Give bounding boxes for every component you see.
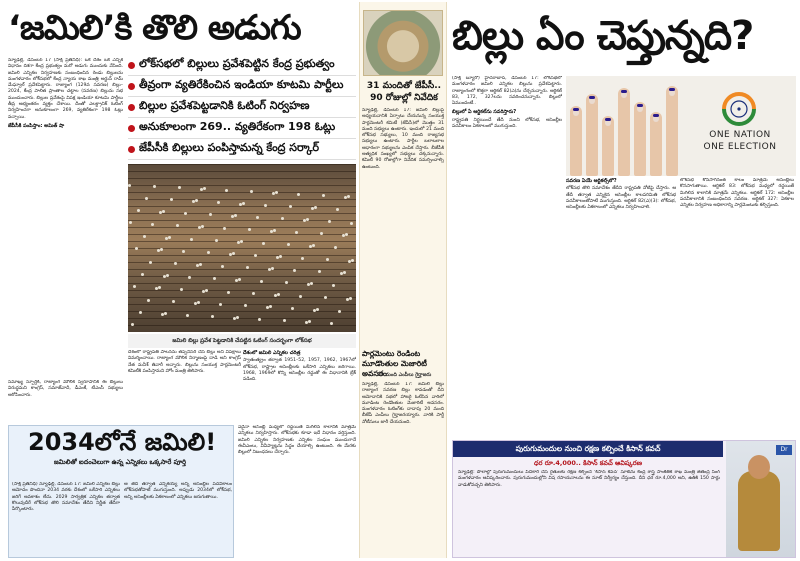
member-figure (195, 199, 198, 202)
box-headline: 2034లోనే జమిలి! (28, 428, 217, 456)
article-column (566, 178, 676, 436)
member-figure (197, 301, 200, 304)
member-figure (316, 308, 319, 311)
member-figure (351, 259, 354, 262)
logo-text-line1: ONE NATION (709, 130, 771, 140)
member-figure (271, 267, 274, 270)
bullet-item (128, 139, 356, 160)
bullet-item (128, 118, 356, 139)
member-figure (328, 220, 331, 223)
article-paragraph: రాష్ట్రపతి నిర్ణయించే తేదీ నుంచి లోక్‌సభ, అసెంబ్లీల పదవీకాలం ఏకకాలంలో ముగుస్తుంది. (452, 117, 562, 130)
member-figure (168, 236, 171, 239)
member-figure (223, 227, 226, 230)
member-figure (190, 238, 193, 241)
seat-row (128, 318, 356, 324)
article-column (458, 470, 720, 556)
raised-finger-icon (650, 112, 662, 176)
member-figure (213, 277, 216, 280)
article-column (128, 350, 241, 422)
member-figure (293, 269, 296, 272)
flag-chakra-icon (720, 90, 758, 128)
member-figure (347, 195, 350, 198)
member-figure (242, 202, 245, 205)
member-figure (308, 320, 311, 323)
member-figure (199, 263, 202, 266)
member-figure (283, 319, 286, 322)
member-figure (345, 233, 348, 236)
member-figure (291, 307, 294, 310)
member-figure (262, 242, 265, 245)
article-column (452, 76, 562, 344)
ink-mark (589, 96, 595, 99)
one-nation-one-election-image (566, 76, 796, 176)
article-column (243, 350, 356, 422)
member-figure (326, 258, 329, 261)
member-figure (180, 288, 183, 291)
member-figure (211, 315, 214, 318)
member-figure (256, 216, 259, 219)
member-figure (336, 208, 339, 211)
member-figure (205, 289, 208, 292)
member-figure (250, 190, 253, 193)
member-figure (145, 197, 148, 200)
article-paragraph: న్యూఢిల్లీ, డిసెంబర్ 17: జమిలి బిల్లు రాజ్యాంగ సవరణ బిల్లు కావడంతో దీని ఆమోదానికి సభలో హాజరై ఓటేసిన వారిలో మూడింట రెండొంతుల మెజారిటీ అవసరం. మంగళవారం ఓటింగ్‌కు దాదాపు 20 మంది బీజేపీ ఎంపీలు గైర్హాజరయ్యారు. వారికి పార్టీ నోటీసులు జారీ చేయనుంది. (362, 382, 444, 425)
member-figure (141, 273, 144, 276)
member-figure (182, 250, 185, 253)
article-paragraph: ఆ తేదీ తర్వాత ఎన్నికయ్యే అన్ని అసెంబ్లీల పదవీకాలం లోక్‌సభతోపాటే ముగుస్తుంది. అప్పుడు 2034లో లోక్‌సభ, అన్ని అసెంబ్లీలకు ఏకకాలంలో ఎన్నికలు జరుగుతాయి. (124, 482, 232, 500)
member-figure (209, 213, 212, 216)
middle-headline: 31 మందితో జేపీసీ.. 90 రోజుల్లో నివేదిక (366, 81, 442, 103)
member-figure (295, 231, 298, 234)
member-figure (318, 270, 321, 273)
member-figure (203, 187, 206, 190)
seat-row (128, 269, 356, 275)
member-figure (269, 305, 272, 308)
member-figure (254, 254, 257, 257)
member-figure (285, 281, 288, 284)
bullet-dot-icon (128, 104, 135, 111)
middle-subheading: 20 మంది ఎంపీలు గైర్హాజరు (376, 372, 432, 378)
member-figure (236, 316, 239, 319)
member-figure (244, 304, 247, 307)
member-figure (147, 299, 150, 302)
member-figure (252, 292, 255, 295)
ink-mark (637, 104, 643, 107)
member-figure (287, 243, 290, 246)
seat-row (128, 325, 356, 331)
article-subheading: బిల్లులో ఏ ఆర్టికల్‌ను సవరిస్తారు? (452, 109, 517, 116)
member-figure (225, 189, 228, 192)
member-figure (176, 224, 179, 227)
bullet-text: అనుకూలంగా 269.. వ్యతిరేకంగా 198 ఓట్లు (139, 120, 336, 133)
raised-finger-icon (570, 106, 582, 176)
member-figure (129, 221, 132, 224)
member-figure (260, 280, 263, 283)
article-paragraph: (సాక్షి బ్యూరో) హైదరాబాద్, డిసెంబర్ 17: లోక్‌సభలో మంగళవారం జమిలి ఎన్నికల బిల్లును ప్రవేశపెట్టారు. రాజ్యాంగంలో కొత్తగా ఆర్టికల్ 82(ఎ)ను చేర్చనున్నారు. ఆర్టికల్ 83, 172, 327లను సవరించనున్నారు. బిల్లులో ఏముందంటే.. (452, 76, 562, 107)
article-subheading: సవరణ ఏయే ఆర్టికల్స్‌లో? (566, 178, 617, 184)
member-figure (139, 311, 142, 314)
article-column (8, 380, 123, 422)
member-figure (310, 282, 313, 285)
member-figure (240, 240, 243, 243)
headline-right: బిల్లు ఏం చెప్తున్నది? (452, 13, 754, 59)
member-figure (162, 210, 165, 213)
head-shape (748, 455, 770, 479)
member-figure (153, 185, 156, 188)
member-figure (219, 303, 222, 306)
article-column (362, 108, 444, 348)
seat-row (128, 220, 356, 226)
member-figure (201, 225, 204, 228)
seat-row (128, 178, 356, 184)
member-figure (334, 246, 337, 249)
headline-bullets (128, 55, 356, 160)
bullet-text: తీవ్రంగా వ్యతిరేకించిన ఇండియా కూటమి పార్టీలు (139, 78, 344, 91)
bullet-dot-icon (128, 146, 135, 153)
bullet-text: బిల్లుల ప్రవేశపెట్టడానికి ఓటింగ్ నిర్వహణ (139, 99, 310, 112)
member-figure (275, 191, 278, 194)
raised-finger-icon (618, 88, 630, 176)
article-paragraph: సమాఖ్య స్ఫూర్తికి, రాజ్యాంగ మౌలిక స్వరూపానికి ఈ బిల్లులు విరుద్ధమని కాంగ్రెస్, సమాజ్‌వాదీ, డీఎంకే, టీఎంసీ సభ్యులు ఆరోపించారు. (8, 380, 123, 398)
suit-shape (738, 471, 780, 551)
bullet-dot-icon (128, 62, 135, 69)
article-paragraph: లోక్‌సభ కొనసాగినంత కాలం మాత్రమే అసెంబ్లీలు కొనసాగుతాయి. ఆర్టికల్ 83: లోక్‌సభ మధ్యలో రద్దయితే మిగిలిన కాలానికి మాత్రమే ఎన్నికలు. ఆర్టికల్ 172: అసెంబ్లీల పదవీకాలానికి సంబంధించిన సవరణ. ఆర్టికల్ 327: ఏకకాల ఎన్నికల నిర్వహణ అధికారాన్ని పార్లమెంటుకు కల్పిస్తుంది. (680, 178, 794, 209)
member-figure (160, 248, 163, 251)
member-figure (322, 194, 325, 197)
seat-row (128, 283, 356, 289)
member-figure (238, 278, 241, 281)
ink-mark (621, 90, 627, 93)
member-figure (349, 297, 352, 300)
member-figure (246, 266, 249, 269)
logo-text-line2: ONE ELECTION (703, 142, 777, 152)
seat-row (128, 290, 356, 296)
member-figure (178, 186, 181, 189)
ink-mark (573, 108, 579, 111)
member-figure (338, 310, 341, 313)
article-column (8, 58, 123, 378)
member-figure (279, 255, 282, 258)
member-figure (133, 285, 136, 288)
member-figure (131, 323, 134, 326)
member-figure (135, 247, 138, 250)
box-subheading: జమిలితో ఐదంచెలుగా ఉన్న ఎన్నికలు ఒక్కసారే పూర్తి (54, 458, 186, 466)
member-figure (330, 322, 333, 325)
member-figure (320, 232, 323, 235)
member-figure (264, 204, 267, 207)
member-figure (143, 235, 146, 238)
bullet-dot-icon (128, 83, 135, 90)
photo-tag: Dr (776, 445, 792, 455)
article-column (362, 382, 444, 554)
article-column (680, 178, 794, 436)
seat-row (128, 185, 356, 191)
member-figure (151, 223, 154, 226)
member-figure (166, 274, 169, 277)
bullet-item (128, 97, 356, 118)
article-subheading: దేశంలో జమిలి ఎన్నికల చరిత్ర (243, 350, 301, 356)
seat-row (128, 164, 356, 170)
article-column (12, 482, 120, 556)
member-figure (232, 252, 235, 255)
member-figure (277, 293, 280, 296)
member-figure (281, 217, 284, 220)
raised-finger-icon (634, 102, 646, 176)
member-figure (158, 286, 161, 289)
parliament-building-photo (363, 10, 443, 76)
member-figure (301, 257, 304, 260)
bullet-dot-icon (128, 125, 135, 132)
protective-suit-photo (726, 441, 795, 557)
member-figure (273, 229, 276, 232)
article-paragraph: దేశంలో రాష్ట్రపతి పాలనను తప్పనిసరి చేసే బిల్లు అని విపక్షాలు విమర్శించాయి. రాజ్యాంగ మౌలిక నిర్మాణంపై దాడి అని కాంగ్రెస్ నేత మనీశ్ తివారీ అన్నారు. బిల్లును సంయుక్త పార్లమెంటరీ కమిటీకి పంపిస్తామని హోం మంత్రి తెలిపారు. (128, 350, 241, 374)
article-subheading: జేపీసీకి పంపిస్తాం: అమిత్ షా (8, 122, 65, 129)
member-figure (170, 198, 173, 201)
article-paragraph: ఏదైనా అసెంబ్లీ మధ్యలో రద్దయితే మిగిలిన కాలానికి మాత్రమే ఎన్నికలు నిర్వహిస్తారు. లోక్‌సభకు కూడా ఇదే విధానం వర్తిస్తుంది. జమిలి ఎన్నికల నిర్వహణకు ఎన్నికల సంఘం ముందుగానే ఈవీఎంలు, వీవీప్యాట్లను సిద్ధం చేయాల్సి ఉంటుంది. ఈ మేరకు బిల్లులో నిబంధనలు చేర్చారు. (238, 425, 356, 456)
member-figure (215, 239, 218, 242)
member-figure (350, 222, 353, 225)
raised-finger-icon (666, 86, 678, 176)
bullet-item (128, 76, 356, 97)
article-paragraph: (సాక్షి ప్రతినిధి) న్యూఢిల్లీ, డిసెంబర్ 17: జమిలి ఎన్నికల బిల్లు ఆమోదం పొందినా 2034 వరకు దేశంలో ఒకేసారి ఎన్నికలు జరిగే అవకాశం లేదు. 2029 సార్వత్రిక ఎన్నికల తర్వాత కొలువుదీరే లోక్‌సభ తొలి సమావేశం తేదీని నిర్ణీత తేదీగా పేర్కొంటారు. (12, 482, 120, 513)
box-title-bar: పురుగుమందుల నుంచి రక్షణ కల్పించే కిసాన్ కవచ్ (453, 441, 723, 457)
seat-row (128, 297, 356, 303)
member-figure (299, 295, 302, 298)
member-figure (343, 271, 346, 274)
ink-mark (669, 88, 675, 91)
bullet-text: లోక్‌సభలో బిల్లులు ప్రవేశపెట్టిన కేంద్ర ప్రభుత్వం (139, 57, 335, 70)
member-figure (221, 265, 224, 268)
photo-caption: జమిలి బిల్లు ప్రవేశ పెట్టడానికి చేపట్టిన ఓటింగ్ సందర్భంగా లోక్‌సభ (128, 334, 356, 348)
member-figure (149, 261, 152, 264)
member-figure (332, 284, 335, 287)
article-paragraph: న్యూఢిల్లీ, డిసెంబర్ 17: జమిలి బిల్లుపై అధ్యయనానికి ఏర్పాటు చేయనున్న సంయుక్త పార్లమెంటరీ కమిటీ (జేపీసీ)లో మొత్తం 31 మంది సభ్యులు ఉంటారు. ఇందులో 21 మంది లోక్‌సభ సభ్యులు, 10 మంది రాజ్యసభ సభ్యులు ఉంటారు. పార్టీల బలాబలాల ఆధారంగా సభ్యులను ఎంపిక చేస్తారు. బీజేపీకి అత్యధిక సంఖ్యలో సభ్యులు దక్కనున్నారు. కమిటీ 90 రోజుల్లోగా నివేదిక సమర్పించాల్సి ఉంటుంది. (362, 108, 444, 170)
headline-left: ‘జమిలి’కి తొలి అడుగు (8, 8, 301, 48)
bullet-item (128, 55, 356, 76)
ink-mark (605, 118, 611, 121)
member-figure (227, 291, 230, 294)
raised-finger-icon (602, 116, 614, 176)
article-column (238, 425, 356, 558)
member-figure (184, 212, 187, 215)
article-paragraph: న్యూఢిల్లీ, డిసెంబర్ 17 (సాక్షి ప్రతినిధి): ఒకే దేశం ఒకే ఎన్నిక విధానం దిశగా కేంద్ర ప్రభుత్వం మరో అడుగు ముందుకు వేసింది. జమిలి ఎన్నికల నిర్వహణకు సంబంధించిన రెండు బిల్లులను మంగళవారం లోక్‌సభలో కేంద్ర న్యాయ శాఖ మంత్రి అర్జున్ రామ్ మేఘ్వాల్ ప్రవేశపెట్టారు. రాజ్యాంగ (129వ సవరణ) బిల్లు–2024, కేంద్ర పాలిత ప్రాంతాల చట్టాల (సవరణ) బిల్లును సభ ముందుంచారు. బిల్లుల ప్రవేశంపై విపక్ష ఇండియా కూటమి పార్టీలు తీవ్ర అభ్యంతరం వ్యక్తం చేశాయి. దీంతో ఎలక్ట్రానిక్ ఓటింగ్ నిర్వహించగా అనుకూలంగా 269, వ్యతిరేకంగా 198 ఓట్లు వచ్చాయి. (8, 58, 123, 120)
member-figure (207, 251, 210, 254)
middle-headline-2: పార్లమెంటు రెండింట మూడొంతుల మెజారిటీ అవసరం (362, 349, 427, 378)
member-figure (324, 296, 327, 299)
member-figure (137, 209, 140, 212)
member-figure (234, 214, 237, 217)
member-figure (258, 318, 261, 321)
member-figure (174, 262, 177, 265)
seat-row (128, 213, 356, 219)
member-figure (248, 228, 251, 231)
member-figure (217, 201, 220, 204)
article-paragraph: లోక్‌సభ తొలి సమావేశం తేదీని రాష్ట్రపతి నోటిఫై చేస్తారు. ఆ తేదీ తర్వాత ఎన్నికైన అసెంబ్లీల కాలపరిమితి లోక్‌సభ పదవీకాలంతోపాటే ముగుస్తుంది. ఆర్టికల్ 82(ఎ)(3): లోక్‌సభ, అసెంబ్లీలకు ఏకకాలంలో ఎన్నికలు నిర్వహించాలి. (566, 186, 676, 211)
member-figure (314, 206, 317, 209)
ink-mark (653, 114, 659, 117)
member-figure (172, 300, 175, 303)
member-figure (312, 244, 315, 247)
parliament-photo (128, 164, 356, 332)
seat-row (128, 262, 356, 268)
article-paragraph: స్వాతంత్య్రం తర్వాత 1951–52, 1957, 1962, 1967లో లోక్‌సభ, రాష్ట్రాల అసెంబ్లీలకు ఒకేసారి ఎన్నికలు జరిగాయి. 1968, 1969లో కొన్ని అసెంబ్లీల రద్దుతో ఈ విధానానికి బ్రేక్ పడింది. (243, 358, 356, 383)
seat-row (128, 171, 356, 177)
seat-row (128, 255, 356, 261)
raised-finger-icon (586, 94, 598, 176)
member-figure (306, 218, 309, 221)
member-figure (186, 314, 189, 317)
member-figure (164, 312, 167, 315)
seat-row (128, 304, 356, 310)
member-figure (128, 184, 131, 187)
article-column (124, 482, 232, 556)
member-figure (188, 276, 191, 279)
member-figure (289, 205, 292, 208)
bullet-text: జేపీసీకి బిల్లులు పంపిస్తామన్న కేంద్ర సర్కార్ (139, 141, 320, 154)
member-figure (297, 193, 300, 196)
box-subheading: ధర రూ.4,000.. కిసాన్ కవచ్ ఆవిష్కరణ (533, 459, 642, 467)
article-paragraph: న్యూఢిల్లీ: పొలాల్లో పురుగుమందులు పిచికారీ చేసే రైతులకు రక్షణ కల్పించే ‘కిసాన్ కవచ్’ సూట్‌ను కేంద్ర శాస్త్ర సాంకేతిక శాఖ మంత్రి జితేంద్ర సింగ్ మంగళవారం ఆవిష్కరించారు. పురుగుమందుల్లోని విష రసాయనాలను ఈ సూట్ నిర్వీర్యం చేస్తుంది. దీని ధర రూ.4,000 అని, ఉతికి 150 సార్లు వాడుకోవచ్చని తెలిపారు. (458, 470, 720, 488)
